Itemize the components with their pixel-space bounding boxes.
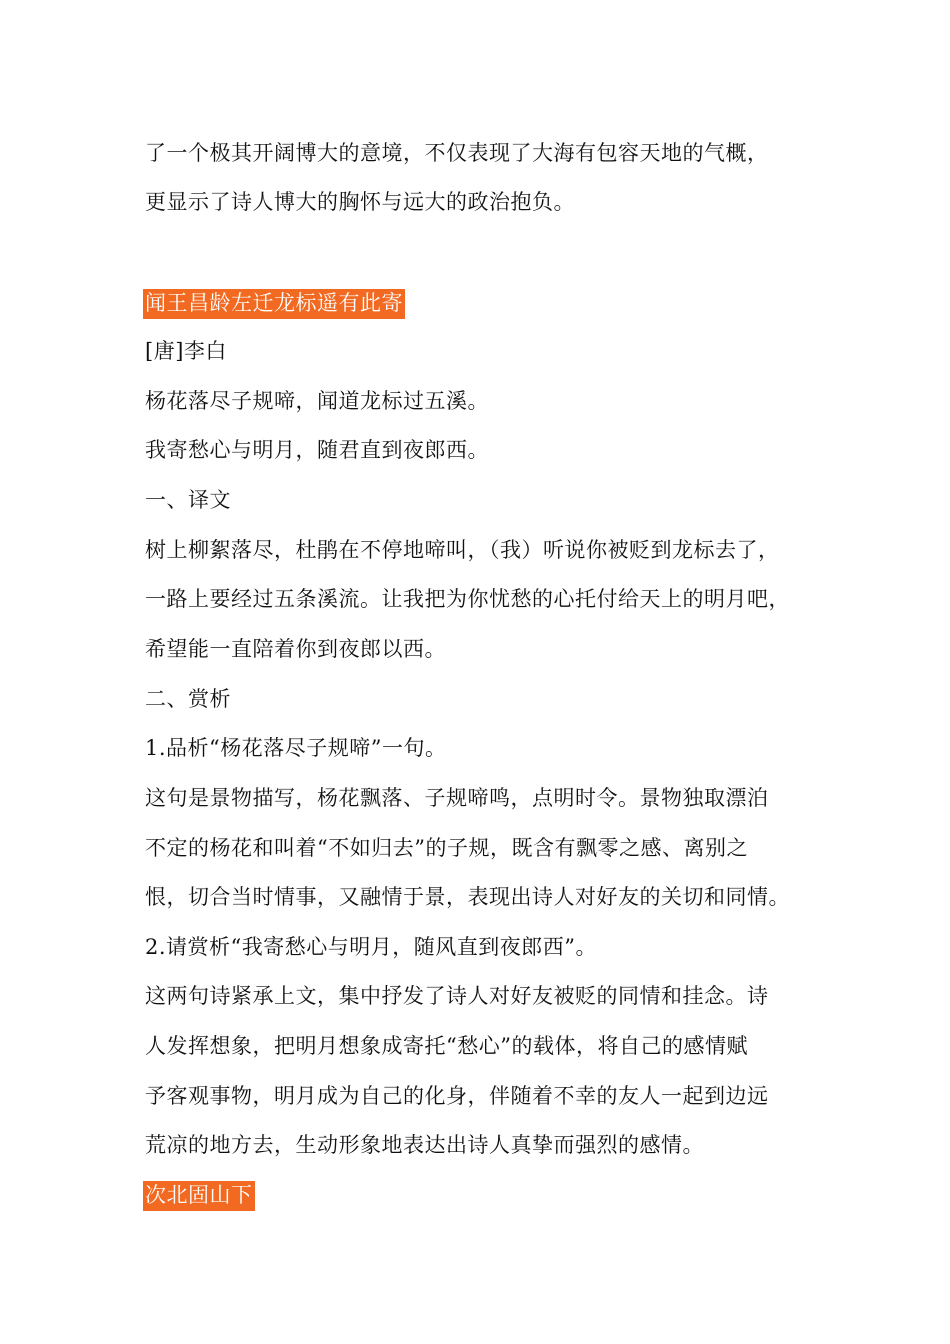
- intro-line-2: 更显示了诗人博大的胸怀与远大的政治抱负。: [145, 190, 575, 214]
- translation-line-3: 希望能一直陪着你到夜郎以西。: [145, 637, 446, 661]
- poem-verse-1: 杨花落尽子规啼，闻道龙标过五溪。: [145, 389, 489, 413]
- next-poem-title-highlight: 次北固山下: [143, 1181, 255, 1211]
- analysis-answer-2-line-2: 人发挥想象，把明月想象成寄托“愁心”的载体，将自己的感情赋: [145, 1034, 748, 1058]
- poem-author: [唐]李白: [145, 339, 227, 363]
- poem-verse-2: 我寄愁心与明月，随君直到夜郎西。: [145, 438, 489, 462]
- analysis-heading: 二、赏析: [145, 687, 231, 711]
- next-poem-title: [145, 1182, 255, 1208]
- analysis-question-2: 2.请赏析“我寄愁心与明月，随风直到夜郎西”。: [145, 935, 598, 959]
- translation-line-1: 树上柳絮落尽，杜鹃在不停地啼叫，（我）听说你被贬到龙标去了，: [145, 538, 780, 562]
- translation-line-2: 一路上要经过五条溪流。让我把为你忧愁的心托付给天上的明月吧，: [145, 587, 790, 611]
- analysis-answer-1-line-3: 恨，切合当时情事，又融情于景，表现出诗人对好友的关切和同情。: [145, 885, 790, 909]
- poem-title: [145, 290, 405, 316]
- poem-title-highlight: 闻王昌龄左迁龙标遥有此寄: [143, 289, 405, 319]
- analysis-answer-2-line-1: 这两句诗紧承上文，集中抒发了诗人对好友被贬的同情和挂念。诗: [145, 984, 769, 1008]
- analysis-question-1: 1.品析“杨花落尽子规啼”一句。: [145, 736, 447, 760]
- intro-line-1: 了一个极其开阔博大的意境，不仅表现了大海有包容天地的气概，: [145, 141, 769, 165]
- analysis-answer-1-line-2: 不定的杨花和叫着“不如归去”的子规，既含有飘零之感、离别之: [145, 836, 748, 860]
- translation-heading: 一、译文: [145, 488, 231, 512]
- analysis-answer-2-line-4: 荒凉的地方去，生动形象地表达出诗人真挚而强烈的感情。: [145, 1133, 704, 1157]
- analysis-answer-2-line-3: 予客观事物，明月成为自己的化身，伴随着不幸的友人一起到边远: [145, 1084, 769, 1108]
- analysis-answer-1-line-1: 这句是景物描写，杨花飘落、子规啼鸣，点明时令。景物独取漂泊: [145, 786, 769, 810]
